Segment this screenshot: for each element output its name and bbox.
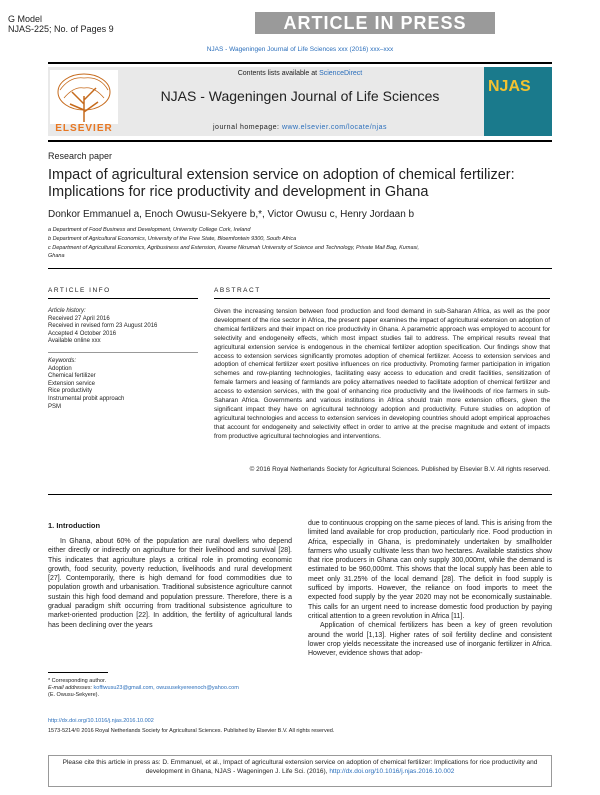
keyword: Instrumental probit approach <box>48 395 125 402</box>
page-count: No. of Pages 9 <box>54 24 114 34</box>
elsevier-tree-logo <box>50 70 118 124</box>
info-rule <box>48 298 198 299</box>
right-column <box>308 519 552 658</box>
keywords-label: Keywords: <box>48 358 77 364</box>
email-links[interactable]: koffiwusu23@gmail.com, owususekyereenoch@yahoo.com <box>93 685 239 691</box>
citation-doi-link[interactable]: http://dx.doi.org/10.1016/j.njas.2016.10.002 <box>329 768 455 775</box>
section-heading: 1. Introduction <box>48 521 101 530</box>
author-list: Donkor Emmanuel a, Enoch Owusu-Sekyere b,*, Victor Owusu c, Henry Jordaan b <box>48 209 415 220</box>
doi-link[interactable]: http://dx.doi.org/10.1016/j.njas.2016.10.002 <box>48 718 154 724</box>
keywords-rule <box>48 352 198 353</box>
header-bottom-rule <box>48 140 552 142</box>
gmodel-label: G Model <box>8 14 43 24</box>
article-history <box>48 308 198 346</box>
citation-text: Please cite this article in press as: D. Emmanuel, et al., Impact of agricultural extension service on adoption of chemical fertilizer: Implications for rice productivity and development in Ghana, NJAS - Wageningen J. Life Sci. (2016), http://dx.doi.org/10.1016/j.njas.2016.10.002 <box>62 759 538 775</box>
manuscript-info <box>8 14 114 34</box>
manuscript-id: NJAS-225; <box>8 24 52 34</box>
email-owner: (E. Owusu-Sekyere). <box>48 692 100 698</box>
journal-cover-label: NJAS <box>488 78 531 95</box>
keyword: Chemical fertilizer <box>48 373 96 380</box>
abstract-heading: ABSTRACT <box>214 287 261 294</box>
top-journal-reference[interactable]: NJAS - Wageningen Journal of Life Sciences xxx (2016) xxx–xxx <box>206 46 394 53</box>
abstract-bottom-rule <box>48 494 552 495</box>
copyright-notice: © 2016 Royal Netherlands Society for Agricultural Sciences. Published by Elsevier B.V. All rights reserved. <box>249 466 550 473</box>
elsevier-wordmark: ELSEVIER <box>55 123 113 134</box>
paragraph: Application of chemical fertilizers has been a key of green revolution around the world [1,13]. Higher rates of soil fertility decline and consistent lower crop yields necessitate the increased use of inorganic fertilizer in Africa. However, evidence shows that adop- <box>308 622 552 658</box>
journal-title: NJAS - Wageningen Journal of Life Sciences <box>160 88 440 104</box>
article-in-press-label: ARTICLE IN PRESS <box>283 13 467 33</box>
history-received: Received 27 April 2016 <box>48 315 110 322</box>
contents-line: Contents lists available at ScienceDirect <box>237 70 363 77</box>
journal-homepage: journal homepage: www.elsevier.com/locate/njas <box>213 124 387 131</box>
left-column <box>48 537 292 630</box>
title-rule <box>48 268 552 269</box>
abstract-text: Given the increasing tension between food production and food demand in sub-Saharan Africa, as well as the poor development of the rice sector in Africa, the present paper examines the impact of agricultural extension on adoption of chemical fertilizers and their impact on rice productivity in Ghana. A parametric approach was employed to account for selectivity and endogeneity effects, which most impact studies fail to address. The empirical results reveal that agricultural extension service is endogenous in the chemical fertilizer adoption specification. Our findings show that access to extension services significantly promotes adoption of chemical fertilizer. Access to extension services and adoption of chemical fertilizer exert positive influences on rice productivity. Promoting farmer participation in irrigation schemes and row-planting technologies, facilitating easy access to education and credit facilities, sensitization of female farmers and leasing of farmlands are policy alternatives needed to facilitate adoption of chemical fertilizer and access to extension services, with the goal of enhancing rice productivity and the livelihoods of rice farmers in sub-Saharan Africa. Governments and various institutions in Africa should train more extension officers, given the significant impact they have on agricultural technology adoption and productivity. Future studies on adoption of agricultural technologies and access to extension services in developing countries should adopt empirical approaches that account for endogeneity and selectivity effect in order to arrive at the precise magnitude and extent of impacts from productive agricultural technologies and interventions. <box>214 308 550 440</box>
affiliation-c-cont: Ghana <box>48 253 65 259</box>
corresponding-author: * Corresponding author. <box>48 678 107 684</box>
history-accepted: Accepted 4 October 2016 <box>48 330 117 337</box>
keywords <box>48 358 198 411</box>
header-rule <box>48 62 552 64</box>
article-info-heading: ARTICLE INFO <box>48 287 111 294</box>
abstract-rule <box>214 298 550 299</box>
affiliation-c: c Department of Agricultural Economics, Agribusiness and Extension, Kwame Nkrumah University of Science and Technology, Private Mail Bag, Kumasi, <box>48 245 420 251</box>
sciencedirect-link[interactable]: ScienceDirect <box>319 70 363 77</box>
paper-type: Research paper <box>48 151 113 161</box>
correspondence-footnote <box>48 678 292 699</box>
issn-line: 1573-5214/© 2016 Royal Netherlands Society for Agricultural Sciences. Published by Elsevier B.V. All rights reserved. <box>48 728 335 734</box>
email-label: E-mail addresses: <box>48 685 94 691</box>
paragraph: In Ghana, about 60% of the population are rural dwellers who depend either directly or indirectly on agriculture for their livelihood and survival [28]. This indicates that agriculture plays a critical role in promoting economic growth, food security, poverty reduction, livelihoods and rural development [27]. Contemporarily, there is high demand for food commodities due to population growth and urbanisation. Traditional subsistence agriculture cannot sustain this high food demand and population pressure. Therefore, there is a gradual paradigm shift occurring from traditional subsistence agriculture to market-oriented production [22]. In addition, the fertility of agricultural lands has been declining over the years <box>48 538 292 629</box>
footnote-rule <box>48 672 108 673</box>
affiliation-b: b Department of Agricultural Economics, University of the Free State, Bloemfontein 9300, South Africa <box>48 236 297 242</box>
keyword: Rice productivity <box>48 388 93 395</box>
history-revised: Received in revised form 23 August 2016 <box>48 323 158 330</box>
keyword: Adoption <box>48 365 72 372</box>
homepage-link[interactable]: www.elsevier.com/locate/njas <box>281 124 387 131</box>
history-label: Article history: <box>48 308 86 314</box>
affiliation-a: a Department of Food Business and Development, University College Cork, Ireland <box>48 227 251 233</box>
keyword: Extension service <box>48 380 96 387</box>
keyword: PSM <box>48 403 62 410</box>
history-online: Available online xxx <box>48 338 101 345</box>
article-title: Impact of agricultural extension service on adoption of chemical fertilizer: Implications for rice productivity and development in Ghana <box>48 167 515 200</box>
paragraph: due to continuous cropping on the same pieces of land. This is arising from the limited land available for crop production, particularly rice. Food production in Africa, especially in Ghana, is predominately undertaken by smallholder farmers who usually cultivate less than two hectares. Available statistics show that rice producers in Ghana can only supply 300,000mt, while the demand is estimated to be 960,000mt. This shows that the local supply has been able to meet only 31.25% of the local demand [28]. The deficit in food supply is sufficed by imports. However, the reliance on food imports to meet the expected food supply by the year 2020 may not be economically sustainable. This calls for an urgent need to increase domestic food production by paying critical attention to a green revolution in Africa [11]. <box>308 520 552 620</box>
